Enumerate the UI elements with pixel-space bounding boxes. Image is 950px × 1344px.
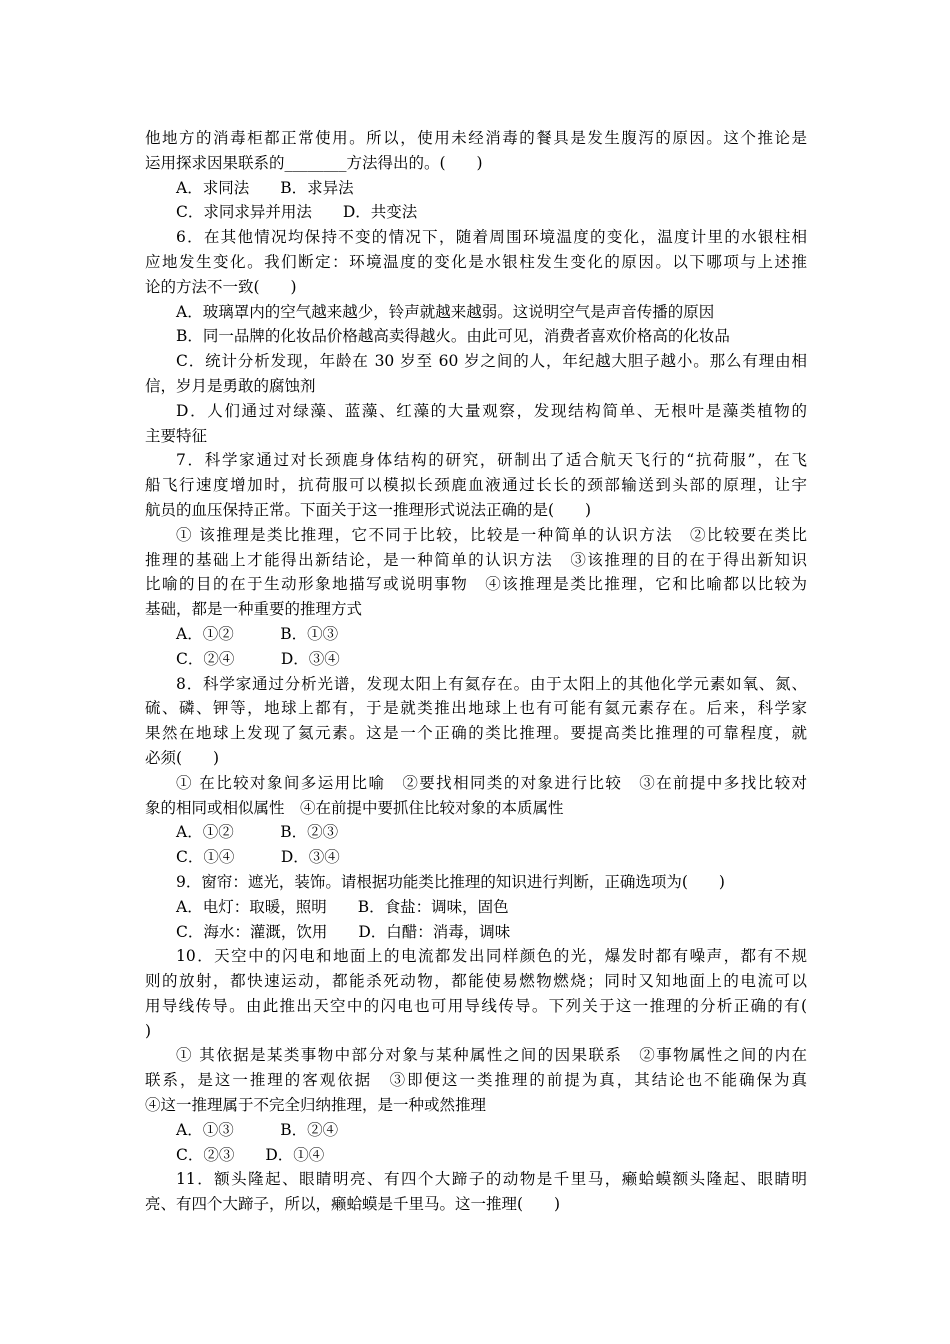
text-line: C．②④ D．③④ [176, 649, 340, 668]
text-line: C．①④ D．③④ [176, 848, 340, 867]
text-line: A．①② B．①③ [176, 624, 339, 643]
text-line: 推理的基础上才能得出新结论，是一种简单的认识方法 ③该推理的目的在于得出新知识 [145, 550, 807, 569]
text-line: 比喻的目的在于生动形象地描写或说明事物 ④该推理是类比推理，它和比喻都以比较为 [145, 575, 807, 594]
text-line: 9．窗帘：遮光，装饰。请根据功能类比推理的知识进行判断，正确选项为( ) [176, 872, 725, 891]
text-line: C．统计分析发现，年龄在 30 岁至 60 岁之间的人，年纪越大胆子越小。那么有理由相 [176, 352, 807, 371]
text-line: 6．在其他情况均保持不变的情况下，随着周围环境温度的变化，温度计里的水银柱相 [176, 228, 807, 247]
text-line: 他地方的消毒柜都正常使用。所以，使用未经消毒的餐具是发生腹泻的原因。这个推论是 [145, 129, 807, 147]
text-line: 10．天空中的闪电和地面上的电流都发出同样颜色的光，爆发时都有噪声，都有不规 [176, 947, 807, 966]
text-line: 7．科学家通过对长颈鹿身体结构的研究，研制出了适合航天飞行的“抗荷服”，在飞 [176, 451, 807, 470]
text-line: A．①③ B．②④ [176, 1120, 339, 1139]
text-line: A．①② B．②③ [176, 823, 339, 842]
text-line: 11．额头隆起、眼睛明亮、有四个大蹄子的动物是千里马，癞蛤蟆额头隆起、眼睛明 [176, 1170, 807, 1189]
text-line: ① 其依据是某类事物中部分对象与某种属性之间的因果联系 ②事物属性之间的内在 [176, 1046, 807, 1065]
text-line: ① 在比较对象间多运用比喻 ②要找相同类的对象进行比较 ③在前提中多找比较对 [176, 773, 807, 792]
text-line: 象的相同或相似属性 ④在前提中要抓住比较对象的本质属性 [145, 798, 564, 817]
text-line: 果然在地球上发现了氦元素。这是一个正确的类比推理。要提高类比推理的可靠程度，就 [145, 724, 807, 743]
text-line: 硫、磷、钾等，地球上都有，于是就类推出地球上也有可能有氦元素存在。后来，科学家 [145, 699, 807, 718]
text-line: ) [145, 1021, 152, 1040]
text-line: 应地发生变化。我们断定：环境温度的变化是水银柱发生变化的原因。以下哪项与上述推 [145, 252, 807, 271]
text-line: 基础，都是一种重要的推理方式 [145, 600, 363, 619]
text-line: 8．科学家通过分析光谱，发现太阳上有氦存在。由于太阳上的其他化学元素如氧、氮、 [176, 674, 807, 693]
text-line: C．求同求异并用法 D．共变法 [176, 203, 418, 222]
text-line: D．人们通过对绿藻、蓝藻、红藻的大量观察，发现结构简单、无根叶是藻类植物的 [176, 401, 807, 420]
text-line: 信，岁月是勇敢的腐蚀剂 [145, 376, 316, 395]
text-line: A．电灯：取暖，照明 B．食盐：调味，固色 [176, 897, 509, 916]
text-line: 联系，是这一推理的客观依据 ③即便这一类推理的前提为真，其结论也不能确保为真 [145, 1071, 807, 1090]
text-line: 则的放射，都快速运动，都能杀死动物，都能使易燃物燃烧；同时又知地面上的电流可以 [145, 972, 807, 991]
document-page [145, 126, 807, 1217]
text-line: C．②③ D．①④ [176, 1145, 325, 1164]
text-line: 船飞行速度增加时，抗荷服可以模拟长颈鹿血液通过长长的颈部输送到头部的原理，让宇 [145, 476, 807, 495]
text-line: 运用探求因果联系的________方法得出的。( ) [145, 153, 483, 172]
text-line: ④这一推理属于不完全归纳推理，是一种或然推理 [145, 1096, 487, 1115]
text-line: A．求同法 B．求异法 [176, 178, 354, 197]
text-line: 论的方法不一致( ) [145, 277, 297, 296]
text-line: 用导线传导。由此推出天空中的闪电也可用导线传导。下列关于这一推理的分析正确的有( [145, 996, 807, 1015]
text-line: A．玻璃罩内的空气越来越少，铃声就越来越弱。这说明空气是声音传播的原因 [176, 302, 715, 321]
text-line: 航员的血压保持正常。下面关于这一推理形式说法正确的是( ) [145, 500, 592, 519]
text-line: 亮、有四个大蹄子，所以，癞蛤蟆是千里马。这一推理( ) [145, 1195, 561, 1214]
text-line: 必须( ) [145, 748, 220, 767]
text-line: C．海水：灌溉，饮用 D．白醋：消毒，调味 [176, 922, 511, 941]
text-line: 主要特征 [145, 426, 208, 445]
text-line: ① 该推理是类比推理，它不同于比较，比较是一种简单的认识方法 ②比较要在类比 [176, 525, 807, 544]
text-line: B．同一品牌的化妆品价格越高卖得越火。由此可见，消费者喜欢价格高的化妆品 [176, 327, 730, 346]
